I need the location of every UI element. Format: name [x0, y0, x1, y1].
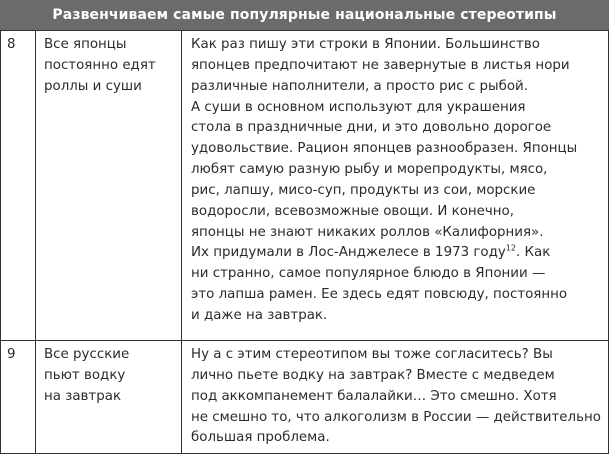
description-text: Их придумали в Лос-Анджелесе в 1973 году	[191, 245, 506, 261]
stereotype-line: Все японцы	[44, 37, 127, 52]
description-line: и даже на завтрак.	[191, 307, 328, 323]
description-line: удовольствие. Рацион японцев разнообразен. Японцы	[191, 141, 578, 157]
description-line: Как раз пишу эти строки в Японии. Большинство	[191, 37, 540, 52]
row-number: 8	[1, 31, 36, 341]
description-line: японцев предпочитают не завернутые в листья нори	[191, 57, 570, 73]
description-line: это лапша рамен. Ее здесь едят повсюду, постоянно	[191, 287, 568, 303]
description-line: Ну а с этим стереотипом вы тоже согласитесь? Вы	[191, 347, 553, 362]
description-line: различные наполнители, а просто рис с рыбой.	[191, 78, 529, 94]
description-cell	[182, 341, 609, 454]
footnote-reference: 12	[505, 243, 516, 253]
description-line: не смешно то, что алкоголизм в России — действительно	[191, 409, 601, 425]
description-line: под аккомпанемент балалайки… Это смешно. Хотя	[191, 388, 557, 404]
description-text: . Как	[515, 245, 551, 261]
stereotype-line: Все русские	[44, 347, 130, 362]
table-row	[1, 31, 609, 341]
description-cell	[182, 31, 609, 341]
stereotype-line: постоянно едят	[44, 57, 156, 73]
description-line: любят самую разную рыбу и морепродукты, мясо,	[191, 162, 548, 178]
description-line: лично пьете водку на завтрак? Вместе с медведем	[191, 367, 555, 383]
description-line: А суши в основном используют для украшения	[191, 99, 526, 115]
description-line: стола в праздничные дни, и это довольно дорогое	[191, 120, 552, 136]
table-row	[1, 341, 609, 454]
description-line: водоросли, всевозможные овощи. И конечно,	[191, 203, 515, 219]
table-title: Развенчиваем самые популярные национальные стереотипы	[0, 0, 609, 30]
stereotypes-table	[0, 30, 609, 454]
row-number: 9	[1, 341, 36, 454]
description-line: рис, лапшу, мисо-суп, продукты из сои, морские	[191, 182, 536, 198]
stereotype-cell	[36, 31, 182, 341]
stereotype-line: пьют водку	[44, 367, 126, 383]
stereotype-line: роллы и суши	[44, 78, 142, 94]
stereotype-cell	[36, 341, 182, 454]
description-line: ни странно, самое популярное блюдо в Японии —	[191, 266, 546, 282]
stereotype-line: на завтрак	[44, 388, 122, 404]
description-line: большая проблема.	[191, 430, 330, 446]
description-line: японцы не знают никаких роллов «Калифорния».	[191, 224, 544, 240]
description-line-with-footnote	[191, 243, 602, 264]
